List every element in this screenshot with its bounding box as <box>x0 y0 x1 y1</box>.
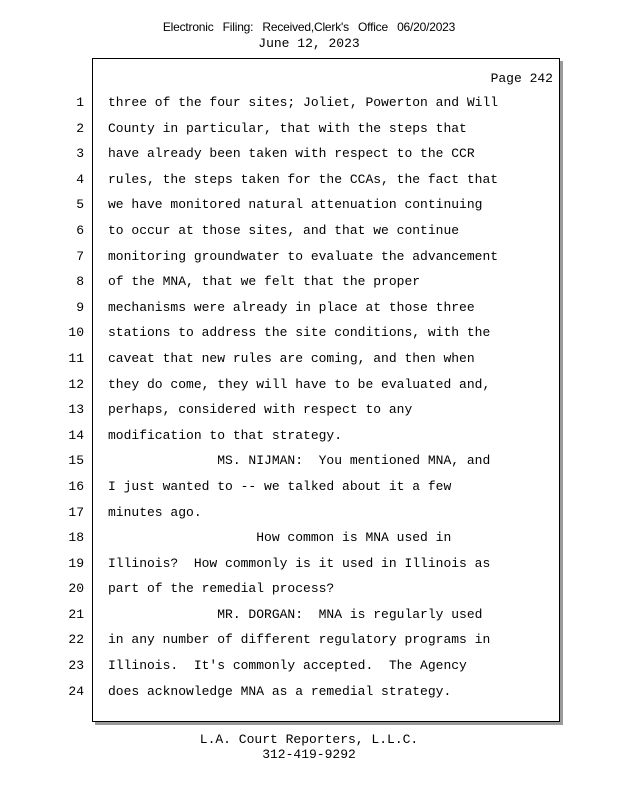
transcript-line: does acknowledge MNA as a remedial strategy. <box>108 683 452 699</box>
transcript-line: Illinois? How commonly is it used in Illinois as <box>108 555 491 571</box>
line-number: 11 <box>68 350 84 366</box>
transcript-line: to occur at those sites, and that we continue <box>108 222 460 238</box>
line-number: 7 <box>76 248 84 264</box>
transcript-lines <box>108 94 556 708</box>
court-reporter-name: L.A. Court Reporters, L.L.C. <box>199 732 419 747</box>
transcript-line: rules, the steps taken for the CCAs, the fact that <box>108 171 499 187</box>
line-number: 22 <box>68 632 84 648</box>
line-number: 15 <box>68 453 84 469</box>
page-number: Page 242 <box>490 71 553 86</box>
line-number: 12 <box>68 376 84 392</box>
line-number: 5 <box>76 197 84 213</box>
line-number: 14 <box>68 427 84 443</box>
transcript-line: three of the four sites; Joliet, Powerton and Will <box>108 95 499 110</box>
line-number: 18 <box>68 530 84 546</box>
line-number: 21 <box>68 606 84 622</box>
transcript-line: How common is MNA used in <box>108 530 452 546</box>
transcript-line: mechanisms were already in place at those three <box>108 299 475 315</box>
line-number: 24 <box>68 683 84 699</box>
transcript-line: County in particular, that with the steps that <box>108 120 467 136</box>
transcript-line: have already been taken with respect to the CCR <box>108 146 475 162</box>
transcript-line: MS. NIJMAN: You mentioned MNA, and <box>108 453 491 469</box>
line-number: 3 <box>76 146 84 162</box>
line-number: 16 <box>68 478 84 494</box>
line-number: 4 <box>76 171 84 187</box>
transcript-line: I just wanted to -- we talked about it a few <box>108 478 452 494</box>
transcript-line: part of the remedial process? <box>108 581 335 597</box>
transcript-line: Illinois. It's commonly accepted. The Agency <box>108 658 467 674</box>
line-number: 2 <box>76 120 84 136</box>
filing-stamp: Electronic Filing: Received,Clerk's Office 06/20/2023 <box>162 20 456 34</box>
transcript-line: we have monitored natural attenuation continuing <box>108 197 483 213</box>
transcript-line: modification to that strategy. <box>108 427 343 443</box>
line-number: 1 <box>76 95 84 110</box>
line-number: 9 <box>76 299 84 315</box>
line-number: 17 <box>68 504 84 520</box>
line-number: 10 <box>68 325 84 341</box>
transcript-line: of the MNA, that we felt that the proper <box>108 274 421 290</box>
transcript-line: stations to address the site conditions, with the <box>108 325 491 341</box>
transcript-line: minutes ago. <box>108 504 202 520</box>
line-number: 6 <box>76 222 84 238</box>
transcript-line: monitoring groundwater to evaluate the advancement <box>108 248 499 264</box>
transcript-date: June 12, 2023 <box>258 36 360 51</box>
line-number: 19 <box>68 555 84 571</box>
line-numbers <box>62 94 84 708</box>
transcript-line: perhaps, considered with respect to any <box>108 402 413 418</box>
transcript-line: MR. DORGAN: MNA is regularly used <box>108 606 483 622</box>
transcript-line: they do come, they will have to be evaluated and, <box>108 376 491 392</box>
transcript-line: caveat that new rules are coming, and then when <box>108 350 475 366</box>
line-number: 20 <box>68 581 84 597</box>
line-number: 8 <box>76 274 84 290</box>
line-number: 13 <box>68 402 84 418</box>
line-number: 23 <box>68 658 84 674</box>
court-reporter-phone: 312-419-9292 <box>262 747 356 762</box>
transcript-line: in any number of different regulatory programs in <box>108 632 491 648</box>
